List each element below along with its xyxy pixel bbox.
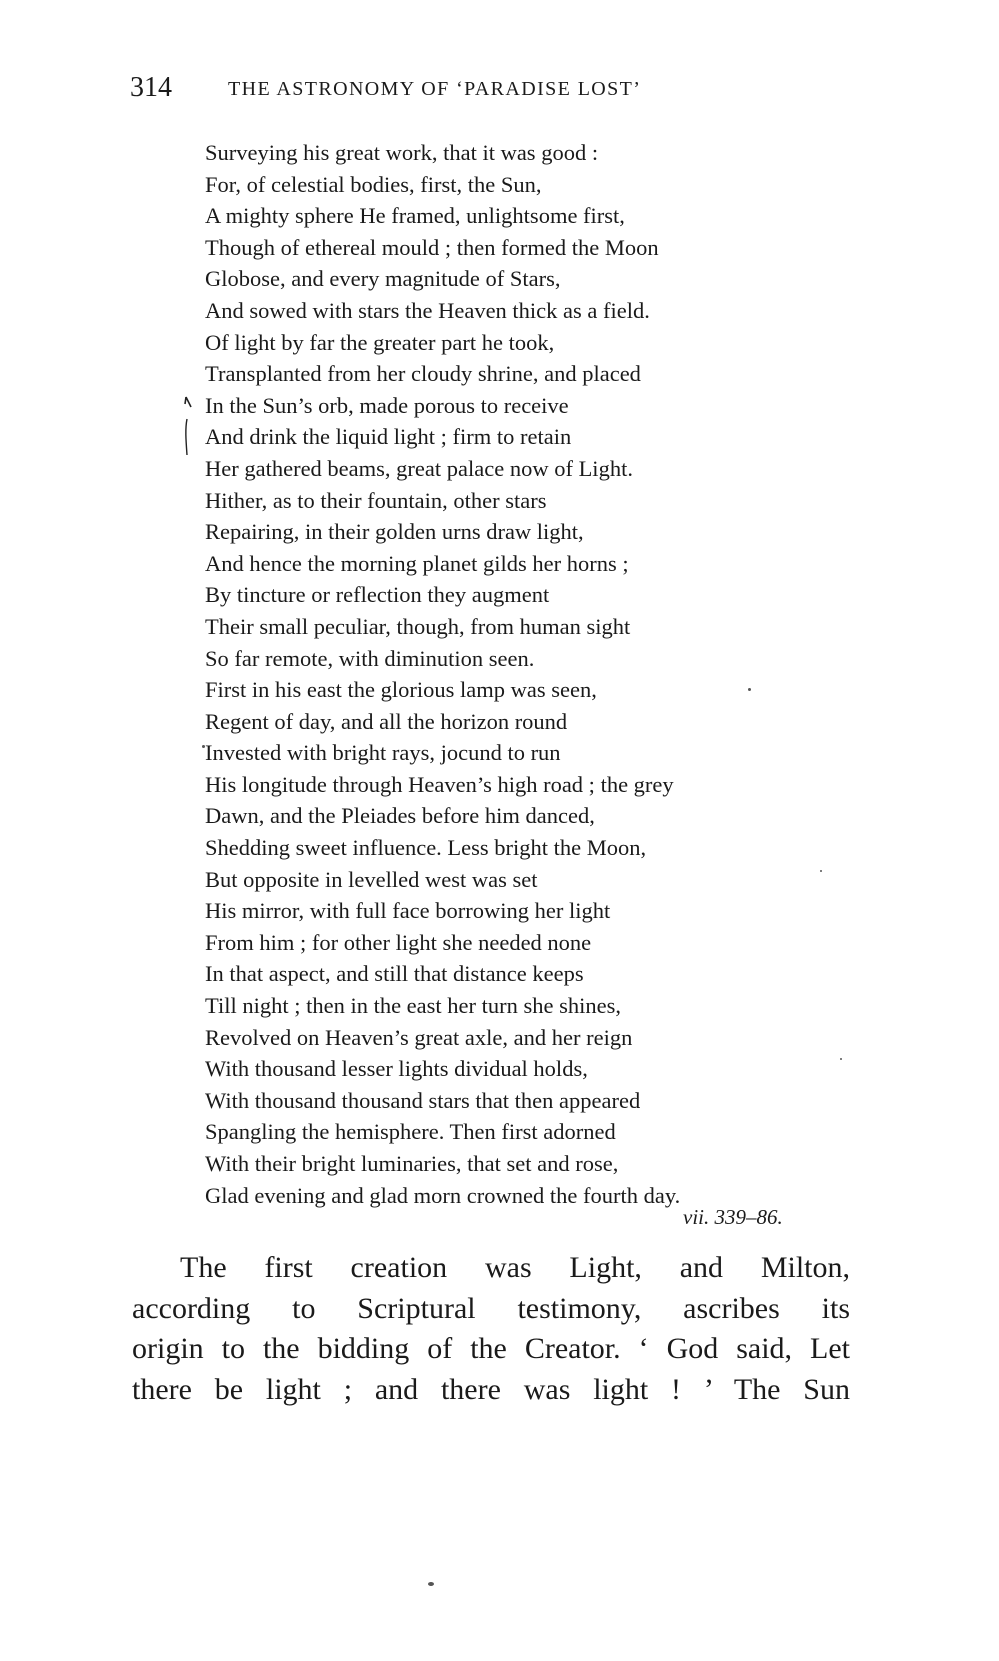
print-speck (820, 870, 822, 872)
poem-line: Regent of day, and all the horizon round (205, 708, 568, 734)
print-speck (428, 1582, 434, 1586)
poem-line: For, of celestial bodies, first, the Sun, (205, 171, 542, 197)
poem-line: With thousand thousand stars that then appeared (205, 1087, 641, 1113)
poem-line: And hence the morning planet gilds her horns ; (205, 550, 629, 576)
poem-line: From him ; for other light she needed none (205, 929, 592, 955)
citation: vii. 339–86. (683, 1205, 783, 1229)
poem-line: Repairing, in their golden urns draw light, (205, 519, 584, 545)
poem-line: Surveying his great work, that it was good : (205, 140, 599, 165)
poem-line: Till night ; then in the east her turn she shines, (205, 993, 622, 1019)
poem-line: By tincture or reflection they augment (205, 582, 550, 608)
page-header (130, 72, 930, 112)
print-speck (202, 745, 205, 748)
page-number: 314 (130, 72, 172, 103)
poem-line: Her gathered beams, great palace now of Light. (205, 455, 633, 481)
poem-line: Transplanted from her cloudy shrine, and placed (205, 361, 641, 387)
poem-line: Their small peculiar, though, from human sight (205, 613, 631, 639)
poem-line: In that aspect, and still that distance keeps (205, 961, 584, 987)
prose-line: according to Scriptural testimony, ascribes its (132, 1291, 850, 1325)
poem-line: A mighty sphere He framed, unlightsome first, (205, 203, 625, 229)
poem-line: Dawn, and the Pleiades before him danced, (205, 803, 595, 829)
poem-line: Glad evening and glad morn crowned the fourth day. (205, 1182, 681, 1208)
poem-line: But opposite in levelled west was set (205, 866, 538, 892)
poem-line: Spangling the hemisphere. Then first adorned (205, 1119, 616, 1145)
poem-line: Shedding sweet influence. Less bright the Moon, (205, 835, 647, 861)
poem-line: Invested with bright rays, jocund to run (205, 740, 561, 766)
poem-line: Globose, and every magnitude of Stars, (205, 266, 561, 292)
poem-line: His longitude through Heaven’s high road ; the grey (205, 771, 674, 797)
poem-line: So far remote, with diminution seen. (205, 645, 535, 671)
poem-line: Revolved on Heaven’s great axle, and her reign (205, 1024, 633, 1050)
poem-line: In the Sun’s orb, made porous to receive (205, 392, 569, 418)
poem-line: And drink the liquid light ; firm to retain (205, 424, 572, 450)
margin-bracket-mark (183, 395, 199, 457)
prose-line: origin to the bidding of the Creator. ‘ God said, Let (132, 1332, 850, 1365)
poem-line: And sowed with stars the Heaven thick as a field. (205, 297, 650, 323)
print-speck (748, 688, 751, 691)
poem-line: Though of ethereal mould ; then formed the Moon (205, 234, 659, 260)
poem-line: Of light by far the greater part he took, (205, 329, 555, 355)
prose-line: there be light ; and there was light ! ’ The Sun (132, 1372, 850, 1406)
poem-block (205, 137, 855, 1211)
poem-line: With their bright luminaries, that set and rose, (205, 1151, 619, 1176)
poem-line: With thousand lesser lights dividual holds, (205, 1056, 588, 1082)
poem-line: His mirror, with full face borrowing her light (205, 898, 611, 924)
print-speck (840, 1058, 842, 1060)
prose-line: The first creation was Light, and Milton, (180, 1251, 850, 1284)
prose-paragraph (132, 1248, 850, 1410)
poem-line: First in his east the glorious lamp was seen, (205, 677, 597, 703)
poem-line: Hither, as to their fountain, other stars (205, 487, 547, 513)
running-head: THE ASTRONOMY OF ‘PARADISE LOST’ (228, 78, 642, 100)
